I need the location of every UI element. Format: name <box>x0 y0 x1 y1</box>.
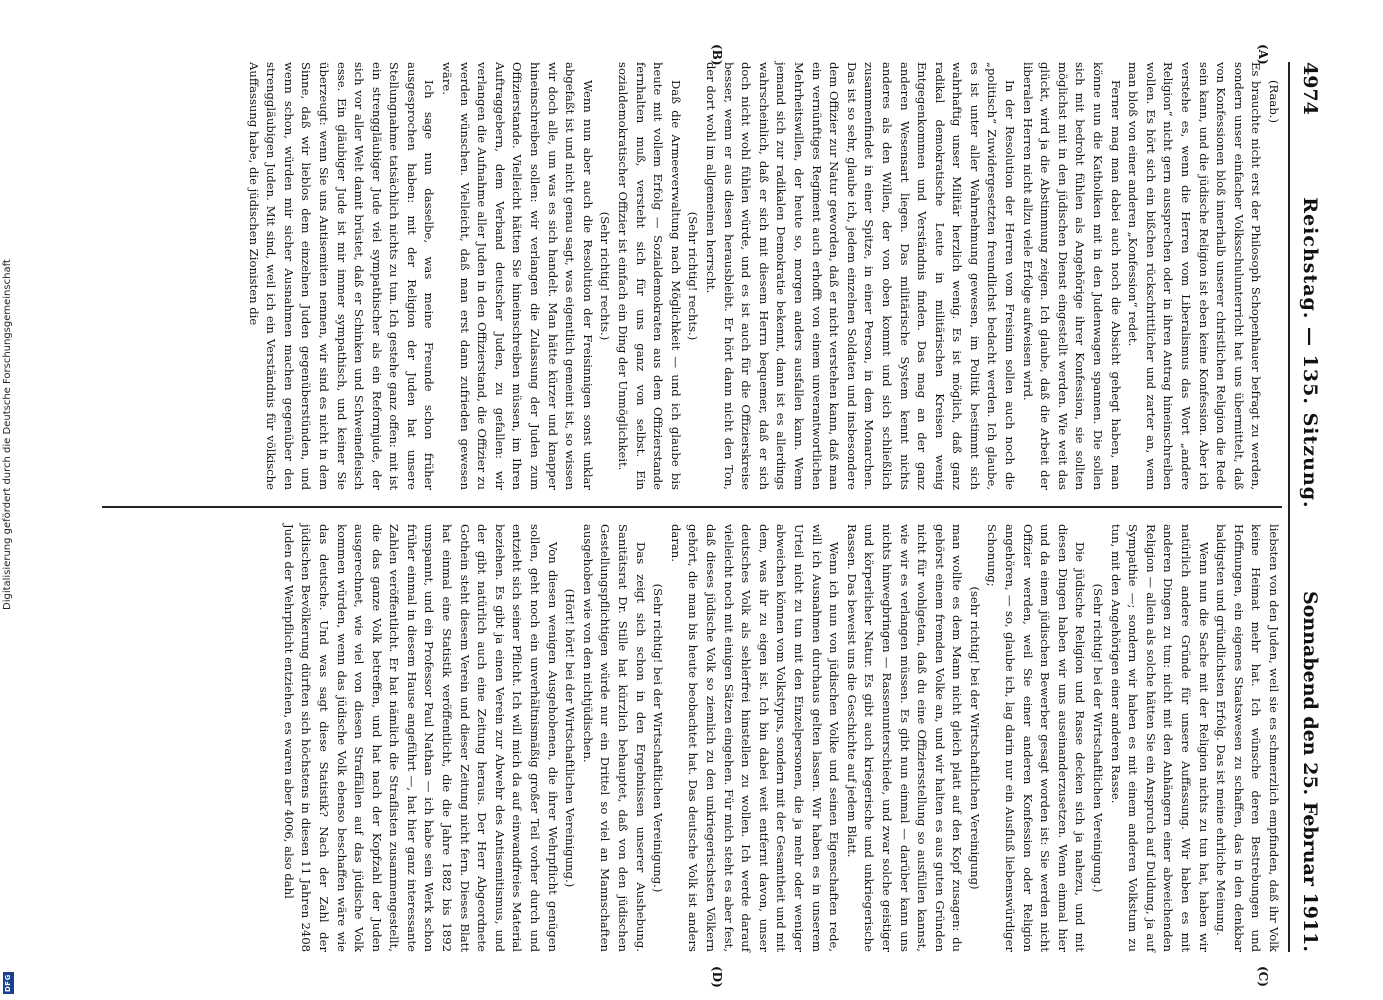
paragraph: Es brauchte nicht erst der Philosoph Schopenhauer befragt zu werden, sondern unser einfacher Volksschulunterricht hat uns übermittelt, daß von Konfessionen bloß innerhalb unserer christlichen Religion die Rede sein kann, und die jüdische Religion ist eben keine Konfession. Aber ich verstehe es, wenn die Herren vom Liberalismus das Wort „andere Religion“ nicht gern aussprechen oder in ihren Antrag hineinschreiben wollen. Es hört sich ein bißchen rückschrittlicher und zarter an, wenn man bloß von einer anderen „Konfession“ redet. <box>1126 62 1264 490</box>
paragraph: liebsten von den Juden, weil sie es schmerzlich empfinden, daß ihr Volk keine Heimat mehr hat. Ich wünsche deren Bestrebungen und Hoffnungen, ein eigenes Staatswesen zu schaffen, das in den denkbar baldigsten und gründlichsten Erfolg. Das ist meine ehrliche Meinung. <box>1214 524 1281 952</box>
margin-marker-b: (B) <box>710 44 724 66</box>
paragraph: Von diesen wenigen Ausgehobenen, die ihrer Wehrpflicht genügen sollen, geht noch ein unverhältnismäßig großer Teil vorher durch und entzieht sich seiner Pflicht. Ich will mich da auf einwandfreies Material beziehen. Es gibt ja einen Verein zur Abwehr des Antisemitismus, und der gibt natürlich auch eine Zeitung heraus. Der Herr Abgeordnete Gothein steht diesem Verein und dieser Zeitung nicht fern. Dieses Blatt hat einmal eine Statistik veröffentlicht, die die Jahre 1882 bis 1892 umspannt, und ein Professor Paul Nathan — ich habe sein Werk schon früher einmal in diesem Hause angeführt —, hat hier ganz interessante Zahlen veröffentlicht. Er hat nämlich die Straflisten zusammengestellt, die das ganze Volk betreffen, und hat nach der Kopfzahl der Juden ausgerechnet, wie viel von diesen Straffällen auf das jüdische Volk kommen würden, wenn das jüdische Volk ebenso beschaffen wäre wie das deutsche. Und was sagt diese Statistik? Nach der Zahl der jüdischen Bevölkerung dürften sich höchstens in diesen 11 Jahren 2408 Juden der Wehrpflicht entziehen, es waren aber 4006, also dahl <box>281 524 560 952</box>
paragraph: Das zeigt sich schon in den Ergebnissen unserer Aushebung. Sanitätsrat Dr. Stille hat kürzlich behauptet, daß von den jüdischen Gestellungspflichtigen würde nur ein Drittel so viel an Mannschaften ausgehoben wie von den nichtjüdischen. <box>580 524 648 952</box>
paragraph: Daß die Armeeverwaltung nach Möglichkeit — und ich glaube bis heute mit vollem Erfolg — Sozialdemokraten aus dem Offizierstande fernhalten muß, versteht sich für uns ganz von selbst. Ein sozialdemokratischer Offizier ist einfach ein Ding der Unmöglichkeit. <box>616 62 683 490</box>
page-header <box>1288 62 1330 952</box>
interjection: (Sehr richtig! bei der Wirtschaftlichen Vereinigung.) <box>651 583 666 893</box>
scanned-page <box>88 44 1330 988</box>
paragraph: Wenn nun aber auch die Resolution der Freisinnigen sonst unklar abgefaßt ist und nicht genau sagt, was eigentlich gemeint ist, so wissen wir doch alle, um was es sich handelt. Man hätte kürzer und knapper hineinschreiben sollen: wir verlangen die Zulassung der Juden zum Offizierstande. Vielleicht hätten Sie hineinschreiben müssen, im Ihren Auftraggebern, dem Verband deutscher Juden, zu gefallen: wir verlangen die Aufnahme aller Juden in den Offizierstand, die Offizier zu werden wünschen. Vielleicht, daß man erst dann zufrieden gewesen wäre. <box>440 62 595 490</box>
paragraph: Wenn nun die Sache mit der Religion nichts zu tun hat, haben wir natürlich andere Gründe für unsere Auffassung. Wir haben es mit anderen Dingen zu tun: nicht mit den Anhängern einer abweichenden Religion — allein als solche hätten Sie ein Anspruch auf Duldung, ja auf Sympathie —; sondern wir haben es mit einem anderen Volkstum zu tun, mit den Angehörigen einer anderen Rasse. <box>1108 524 1211 952</box>
paragraph: In der Resolution der Herren vom Freisinn sollen auch noch die „politisch“ Zuwidergesetzten freundlichst bedacht werden. Ich glaube, es ist unter aller Wahrnehmung gewesen, im Politik bestimmt sich wahrhaftig unser Militär herzlich wenig. Es ist möglich, daß ganz radikal demokratische Leute in militärischen Kreisen wenig Entgegenkommen und Verständnis finden. Das mag an der ganz anderen Wesensart liegen. Das militärische System kennt nichts anderes als den Willen, der von oben kommt und sich schließlich zusammenfindet in einer Spitze, in einer Person, in dem Monarchen. Das ist so sehr, glaube ich, jedem einzelnen Soldaten und insbesondere dem Offizier zur Natur geworden, daß er nicht verstehen kann, daß man ein vernünftiges Regiment auch erhofft von einem unverantwortlichen Mehrheitswillen, der heute so, morgen anders ausfallen kann. Wenn jemand sich zur radikalen Demokratie bekennt, dann ist es allerdings wahrscheinlich, daß er sich mit diesem Herrn bequemer, daß er sich doch nicht wohl fühlen würde, und es ist auch für die Offizierskreise besser, wenn er aus diesen herausbleibt. Er hört dann nicht den Ton, der dort wohl im allgemeinen herrscht. <box>704 62 1018 490</box>
interjection: (Hört! hört! bei der Wirtschaftlichen Vereinigung.) <box>563 588 578 888</box>
interjection: (Sehr richtig! bei der Wirtschaftlichen Vereinigung.) <box>1091 583 1106 893</box>
interjection: (sehr richtig! bei der Wirtschaftlichen Vereinigung) <box>967 586 982 890</box>
page-number: 4974 <box>1299 62 1321 115</box>
left-column <box>102 62 1282 490</box>
paragraph: man wollte es dem Mann nicht gleich platt auf den Kopf zusagen: du gehörst einem fremden Volke an, und wir halten es aus guten Gründen nicht für wohlgetan, daß du eine Offiziersstellung so ausfüllen kannst, wie wir es verlangen müssen. Es gibt nun einmal — darüber kann uns nichts hinwegbringen — Rassenunterschiede, und zwar solche geistiger und körperlicher Natur. Es gibt auch kriegerische und unkriegerische Rassen. Das beweist uns die Geschichte auf jedem Blatt. <box>844 524 965 952</box>
right-column <box>102 524 1282 952</box>
margin-marker-a: (A) <box>1256 44 1270 65</box>
margin-marker-c: (C) <box>1256 966 1270 987</box>
page-content <box>88 44 1330 988</box>
header-date: Sonnabend den 25. Februar 1911. <box>1299 591 1321 952</box>
speaker-name: (Raab.) <box>1267 80 1281 123</box>
dfg-logo: DFG <box>3 972 14 994</box>
paragraph: Die jüdische Religion und Rasse decken sich ja nahezu, und mit diesen Dingen haben wir uns auseinanderzusetzen. Wenn einmal hier und da einem jüdischen Bewerber gesagt worden ist: Sie werden nicht Offizier werden, weil Sie einer anderen Konfession oder Religion angehören, — so, glaube ich, lag darin nur ein Ausfluß liebenswürdiger Schonung; <box>985 524 1088 952</box>
column-divider <box>102 506 1282 508</box>
paragraph: Ich sage nun dasselbe, was meine Freunde schon früher ausgesprochen haben: mit der Religion der Juden hat unsere Stellungnahme tatsächlich nichts zu tun. Ich gestehe ganz offen: mit ist ein strenggläubiger Jude viel sympathischer als ein Reformjude, der sich vor aller Welt damit brüstet, daß er Schinken und Schweinefleisch esse. Ein gläubiger Jude ist mir immer sympathisch, und keiner Sie überzeugt: wenn Sie uns Antisemiten nennen, wir sind es nicht in dem Sinne, daß wir lieblos dem einzelnen Juden gegenüberstünden, und wenn schon, würden mir sicher Ausnahmen machen gegenüber den strenggläubigen Juden. Mit sind, weil ich ein Verständnis für völkische Auffassung habe, die jüdischen Zionisten die <box>246 62 437 490</box>
paragraph: Ferner mag man dabei auch noch die Absicht gehegt haben, man könne nun die Katholiken mit in den Judenwagen spannen. Die sollen sich mit bedroht fühlen als Angehörige ihrer Konfession, sie sollten möglichst mit in den jüdischen Dienst eingestellt werden. Wie weit das glückt, wird ja die Abstimmung zeigen. Ich glaube, daß die Arbeit der liberalen Herren nicht allzu viele Erfolge aufweisen wird. <box>1020 62 1123 490</box>
margin-marker-d: (D) <box>710 966 724 988</box>
paragraph: Wenn ich nun von jüdischen Volke und seinen Eigenschaften rede, will ich Ausnahmen durchaus gelten lassen. Wir haben es in unserem Urteil nicht zu tun mit den Einzelpersonen, die ja mehr oder weniger abweichen können vom Volkstypus, sondern mit der Gesamtheit und mit dem, was ihr zu eigen ist. Ich bin dabei weit entfernt davon, unser deutsches Volk als sehlerfrei hinstellen zu wollen. Ich werde darauf vielleicht noch mit einigen Sätzen eingehen. Für mich steht es aber fest, daß dieses jüdische Volk so ziemlich zu den unkriegerischsten Völkern gehört, die man bis heute beobachtet hat. Das deutsche Volk ist anders daran. <box>668 524 842 952</box>
interjection: (Sehr richtig! rechts.) <box>598 211 613 341</box>
header-title: Reichstag. — 135. Sitzung. <box>1299 197 1321 509</box>
interjection: (Sehr richtig! rechts.) <box>686 211 701 341</box>
digitization-credit: Digitalisierung gefördert durch die Deutsche Forschungsgemeinschaft <box>2 259 13 610</box>
